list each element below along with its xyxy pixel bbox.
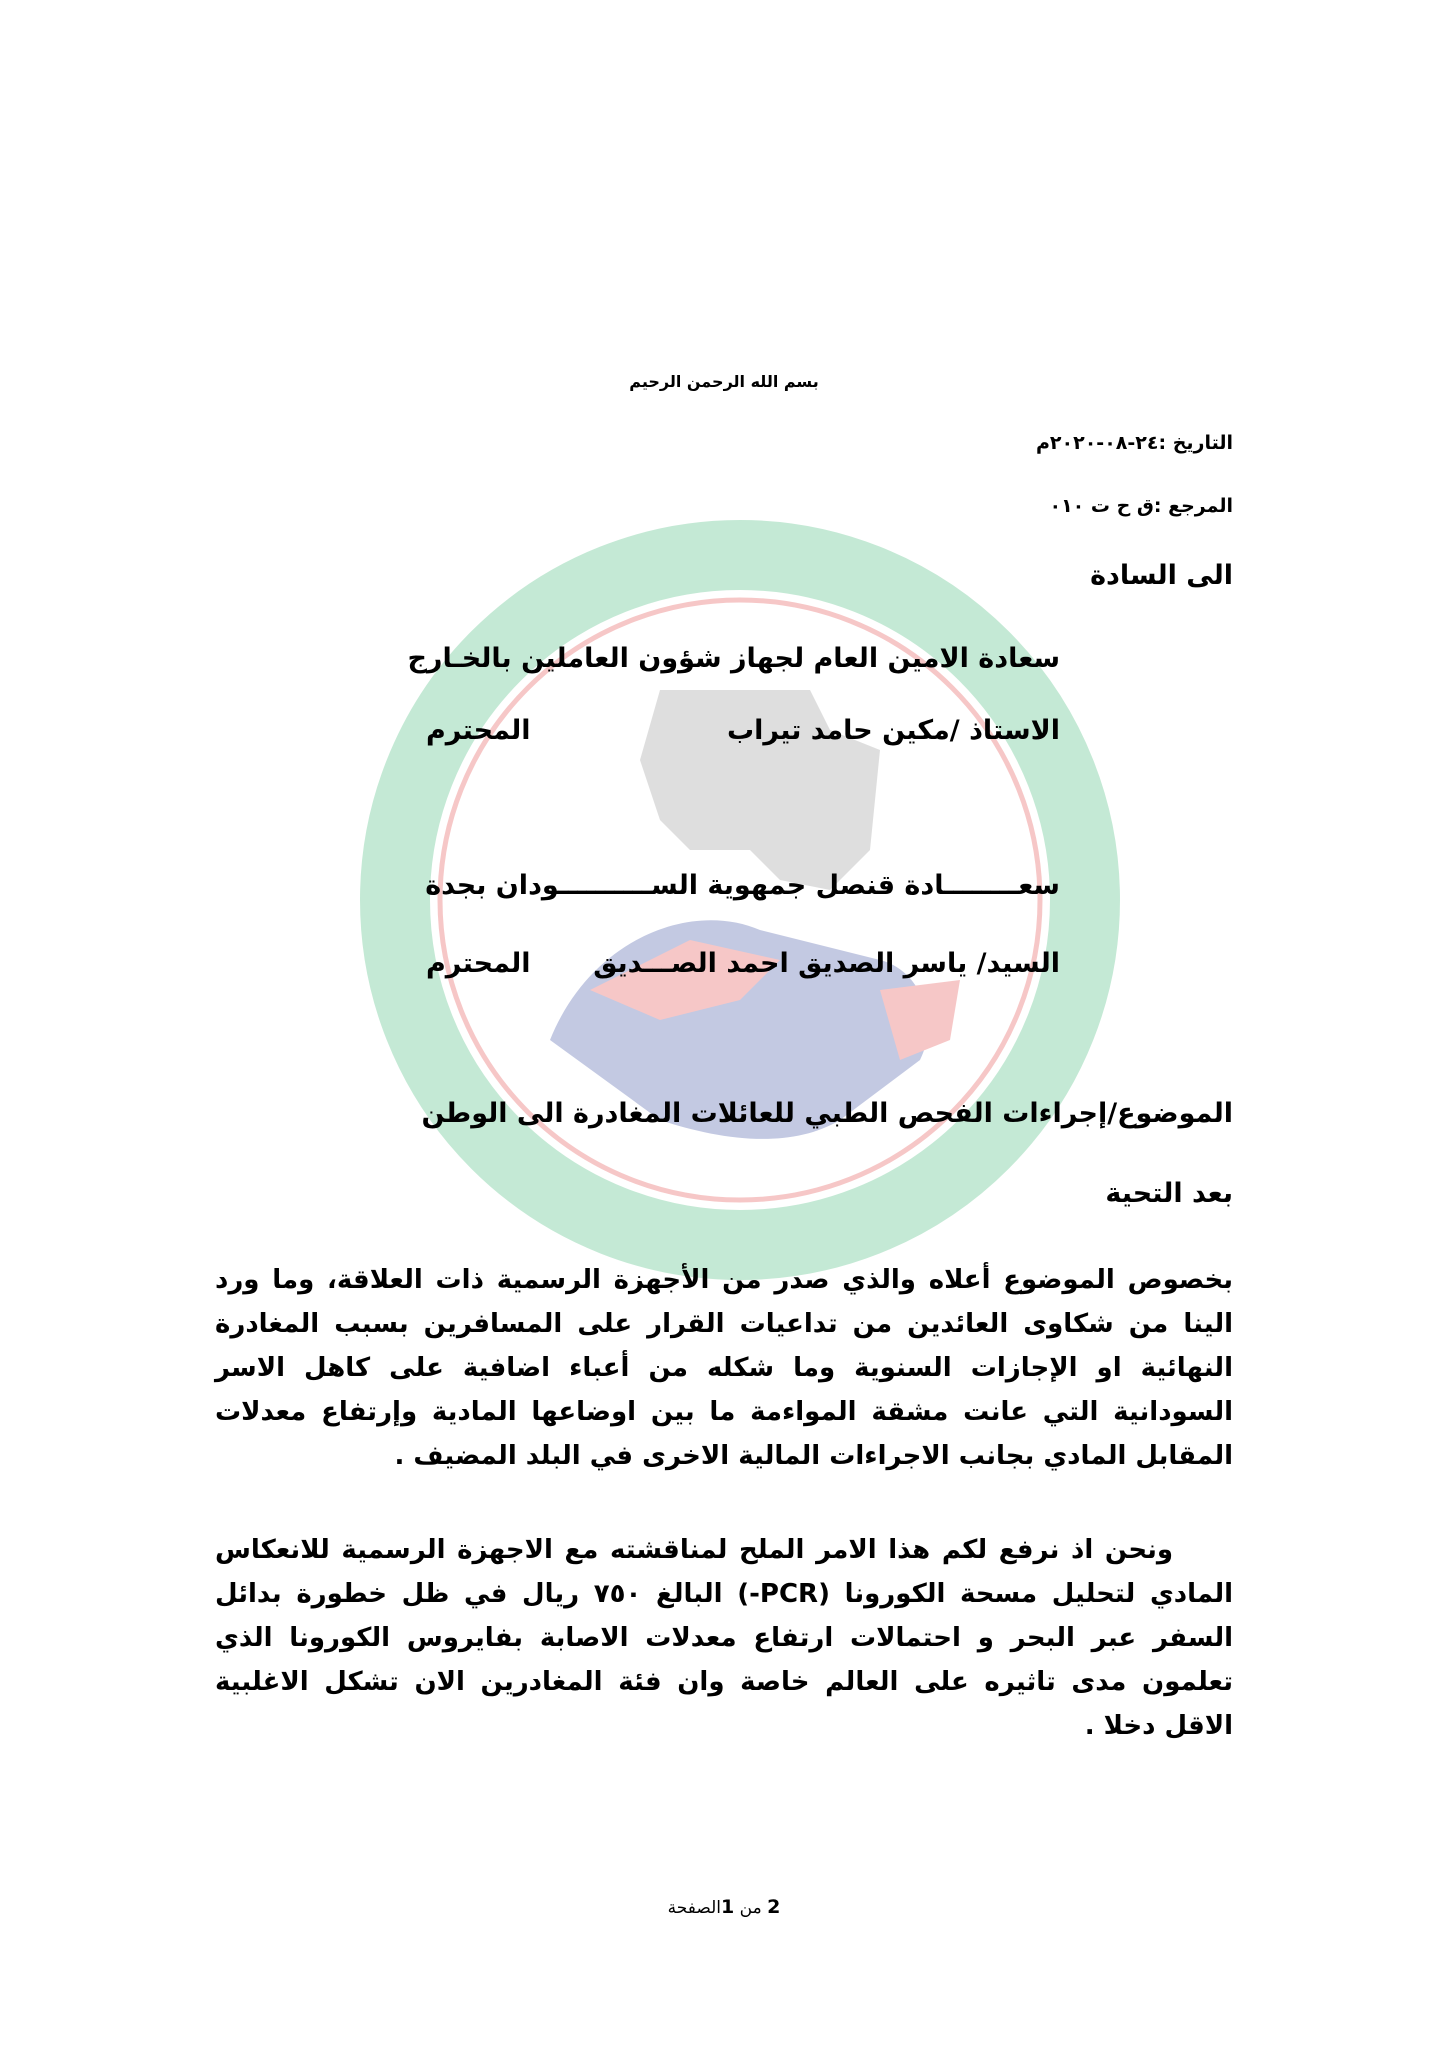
- page-of-word: من: [734, 1898, 768, 1918]
- recipient1-respect: المحترم: [426, 715, 531, 746]
- basmala: بسم الله الرحمن الرحيم: [629, 372, 819, 391]
- recipient2-name: السيد/ ياسر الصديق احمد الصـــديق: [593, 948, 1060, 979]
- recipient2-respect: المحترم: [426, 948, 531, 979]
- letter-reference: المرجع :ق ح ت ٠١٠: [1049, 495, 1233, 517]
- page-number: 2: [767, 1896, 781, 1918]
- recipient1-name: الاستاذ /مكين حامد تيراب: [727, 715, 1060, 746]
- page-total: 1: [721, 1896, 735, 1918]
- body-paragraph-2: ونحن اذ نرفع لكم هذا الامر الملح لمناقشته مع الاجهزة الرسمية للانعكاس المادي لتحليل مسحة الكورونا (PCR-) البالغ ٧٥٠ ريال في ظل خطورة بدائل السفر عبر البحر و احتمالات ارتفاع معدلات الاصابة بفايروس الكورونا الذي تعلمون مدى تاثيره على العالم خاصة وان فئة المغادرين الان تشكل الاغلبية الاقل دخلا .: [215, 1535, 1233, 1741]
- body-paragraph-1: بخصوص الموضوع أعلاه والذي صدر من الأجهزة الرسمية ذات العلاقة، وما ورد الينا من شكاوى العائدين من تداعيات القرار على المسافرين بسبب المغادرة النهائية او الإجازات السنوية وما شكله من أعباء اضافية على كاهل الاسر السودانية التي عانت مشقة المواءمة ما بين اوضاعها المادية وإرتفاع معدلات المقابل المادي بجانب الاجراءات المالية الاخرى في البلد المضيف .: [215, 1265, 1233, 1471]
- page-label: الصفحة: [667, 1898, 721, 1918]
- letter-date: التاريخ :٢٤-٠٨-٢٠٢٠م: [1035, 432, 1233, 454]
- page-footer: [0, 1896, 1448, 1918]
- greeting: بعد التحية: [1105, 1178, 1233, 1209]
- recipient2-title: سعــــــــادة قنصل جمهوية الســــــــــودان بجدة: [425, 870, 1060, 901]
- letter-subject: الموضوع/إجراءات الفحص الطبي للعائلات المغادرة الى الوطن: [421, 1098, 1233, 1129]
- addressee-heading: الى السادة: [1090, 560, 1233, 591]
- recipient1-title: سعادة الامين العام لجهاز شؤون العاملين بالخـارج: [407, 643, 1060, 674]
